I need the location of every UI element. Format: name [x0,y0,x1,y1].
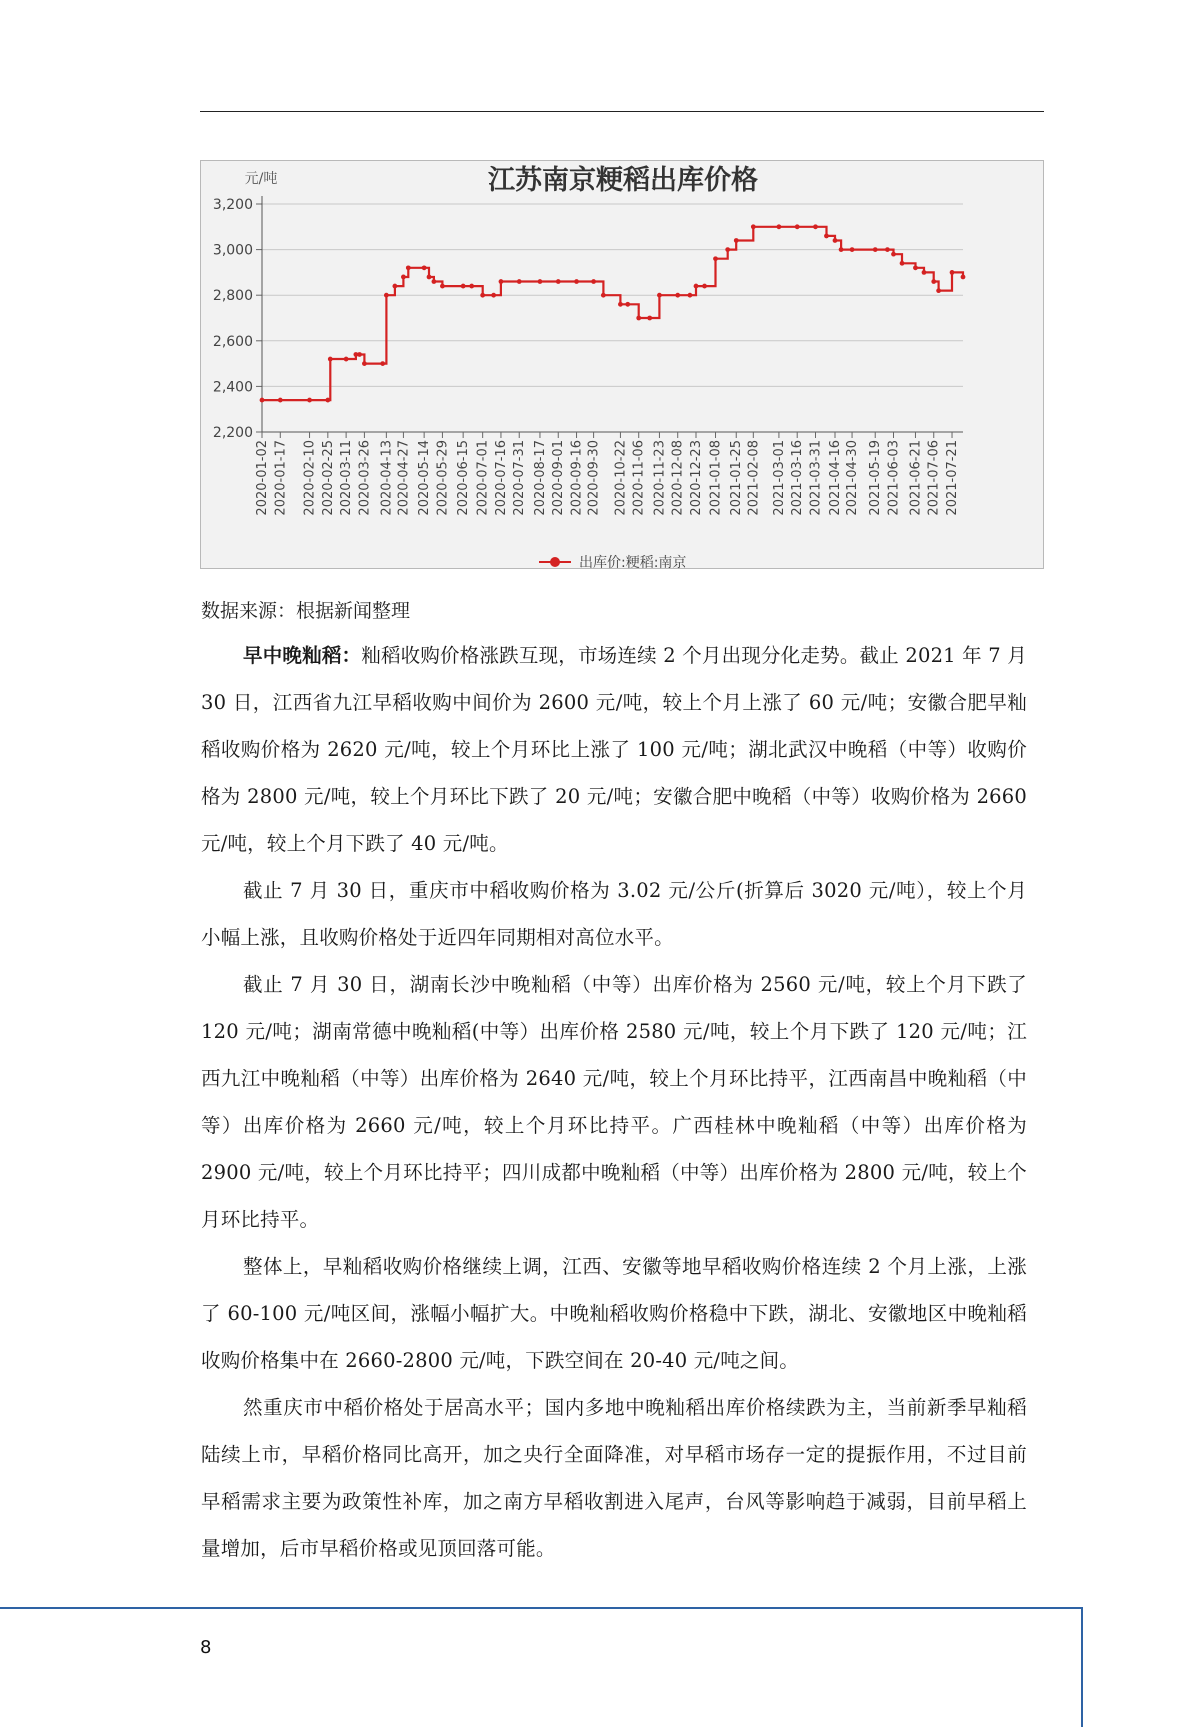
x-tick-label: 2020-10-22 [613,440,629,516]
paragraph-text: 截止 7 月 30 日，湖南长沙中晚籼稻（中等）出库价格为 2560 元/吨，较上个月下跌了 120 元/吨；湖南常德中晚籼稻(中等）出库价格 2580 元/吨，较上个月下跌了 120 元/吨；江西九江中晚籼稻（中等）出库价格为 2640 元/吨，较上个月环比持平，江西南昌中晚籼稻（中等）出库价格为 2660 元/吨，较上个月环比持平。广西桂林中晚籼稻（中等）出库价格为 2900 元/吨，较上个月环比持平；四川成都中晚籼稻（中等）出库价格为 2800 元/吨，较上个月环比持平。 [201,973,1027,1231]
data-point [384,293,389,298]
x-tick-label: 2021-06-03 [886,440,902,516]
data-point [922,270,927,275]
data-point [873,247,878,252]
x-tick-label: 2020-01-17 [273,440,289,516]
chart-title: 江苏南京粳稻出库价格 [488,165,758,196]
data-point [574,279,579,284]
data-point [675,293,680,298]
x-tick-label: 2020-11-06 [631,440,647,516]
paragraph-early-mid-late-rice [201,632,1027,867]
data-point [344,357,349,362]
x-tick-label: 2020-01-02 [255,440,270,516]
x-tick-label: 2020-11-23 [652,440,668,516]
data-point [777,224,782,229]
chart-axes [213,196,963,516]
data-point [657,293,662,298]
data-point [618,302,623,307]
x-tick-label: 2020-07-01 [475,440,491,516]
data-point [725,247,730,252]
data-point [431,279,436,284]
data-point [694,284,699,289]
series-path [262,227,963,400]
x-tick-label: 2021-01-08 [708,440,724,516]
x-tick-label: 2021-03-01 [771,440,787,516]
data-point [891,252,896,257]
data-point [950,270,955,275]
x-tick-label: 2020-07-31 [512,440,528,516]
x-tick-label: 2021-04-16 [827,440,843,516]
paragraph-text: 截止 7 月 30 日，重庆市中稻收购价格为 3.02 元/公斤(折算后 3020 元/吨），较上个月小幅上涨，且收购价格处于近四年同期相对高位水平。 [201,879,1027,949]
data-point [813,224,818,229]
x-tick-label: 2020-06-15 [456,440,472,516]
data-point [461,284,466,289]
data-point [850,247,855,252]
x-tick-label: 2021-07-06 [926,440,942,516]
data-point [422,265,427,270]
data-point [713,256,718,261]
data-point [961,275,966,280]
data-point [328,357,333,362]
paragraph-text: 整体上，早籼稻收购价格继续上调，江西、安徽等地早稻收购价格连续 2 个月上涨，上涨了 60-100 元/吨区间，涨幅小幅扩大。中晚籼稻收购价格稳中下跌，湖北、安徽地区中晚籼稻收购价格集中在 2660-2800 元/吨，下跌空间在 20-40 元/吨之间。 [201,1255,1027,1372]
x-tick-label: 2020-09-30 [586,440,602,516]
x-tick-label: 2020-05-14 [417,440,433,516]
x-tick-label: 2020-03-26 [357,440,373,516]
x-tick-label: 2020-09-01 [551,440,567,516]
legend-label: 出库价:粳稻:南京 [579,555,687,570]
x-tick-label: 2020-08-17 [532,440,548,516]
series-line [260,224,966,402]
paragraph-lead: 早中晚籼稻： [243,644,362,667]
y-tick-label: 2,200 [212,425,253,441]
paragraph-warehouse-prices [201,961,1027,1243]
legend-marker [550,557,560,567]
data-point [480,293,485,298]
data-point [625,302,630,307]
data-point [734,238,739,243]
y-tick-label: 3,000 [212,242,253,259]
data-point [601,293,606,298]
paragraph-text: 然重庆市中稻价格处于居高水平；国内多地中晚籼稻出库价格续跌为主，当前新季早籼稻陆续上市，早稻价格同比高开，加之央行全面降准，对早稻市场存一定的提振作用，不过目前早稻需求主要为政策性补库，加之南方早稻收割进入尾声，台风等影响趋于减弱，目前早稻上量增加，后市早稻价格或见顶回落可能。 [201,1396,1027,1560]
data-point [517,279,522,284]
page-number: 8 [200,1637,212,1658]
data-point [795,224,800,229]
data-point [647,316,652,321]
data-point [469,284,474,289]
data-point [936,288,941,293]
data-point [636,316,641,321]
data-point [427,275,432,280]
header-rule [200,111,1044,112]
x-tick-label: 2021-03-31 [808,440,824,516]
x-tick-label: 2020-12-23 [689,440,705,516]
paragraph-outlook [201,1384,1027,1572]
data-point [499,279,504,284]
x-tick-label: 2020-04-13 [379,440,395,516]
data-point [307,398,312,403]
x-tick-label: 2020-07-16 [493,440,509,516]
paragraph-chongqing [201,867,1027,961]
x-tick-label: 2020-04-27 [396,440,412,516]
y-tick-label: 2,600 [212,333,253,350]
x-tick-label: 2020-09-16 [569,440,585,516]
x-tick-label: 2020-02-10 [302,440,318,516]
data-point [401,275,406,280]
data-point [931,279,936,284]
data-point [833,238,838,243]
x-tick-label: 2021-07-21 [945,440,961,516]
data-point [824,234,829,239]
data-point [278,398,283,403]
data-point [362,361,367,366]
paragraph-text: 籼稻收购价格涨跌互现，市场连续 2 个月出现分化走势。截止 2021 年 7 月 30 日，江西省九江早稻收购中间价为 2600 元/吨，较上个月上涨了 60 元/吨；安徽合肥早籼稻收购价格为 2620 元/吨，较上个月环比上涨了 100 元/吨；湖北武汉中晚稻（中等）收购价格为 2800 元/吨，较上个月环比下跌了 20 元/吨；安徽合肥中晚稻（中等）收购价格为 2660 元/吨，较上个月下跌了 40 元/吨。 [201,644,1027,855]
data-point [440,284,445,289]
data-point [392,284,397,289]
y-tick-label: 3,200 [212,197,253,213]
paragraph-overall [201,1243,1027,1384]
data-point [380,361,385,366]
data-point [688,293,693,298]
x-tick-label: 2021-03-16 [790,440,806,516]
chart-svg [201,161,1045,570]
data-point [260,398,265,403]
data-point [913,265,918,270]
x-tick-label: 2021-01-25 [729,440,745,516]
data-point [491,293,496,298]
x-tick-label: 2021-05-19 [868,440,884,516]
x-tick-label: 2020-05-29 [435,440,451,516]
chart-legend [539,554,686,570]
footer-frame [0,1607,1083,1727]
x-tick-label: 2020-12-08 [670,440,686,516]
data-point [406,265,411,270]
y-tick-label: 2,800 [212,288,253,305]
report-body [201,632,1027,1572]
y-tick-label: 2,400 [212,379,253,396]
x-tick-label: 2020-03-11 [339,440,355,516]
x-tick-label: 2021-04-30 [845,440,861,516]
data-point [357,352,362,357]
data-source-note: 数据来源：根据新闻整理 [201,600,411,622]
data-point [900,261,905,266]
data-point [538,279,543,284]
data-point [751,224,756,229]
data-point [591,279,596,284]
y-unit-label: 元/吨 [244,171,278,187]
x-tick-label: 2020-02-25 [320,440,336,516]
data-point [556,279,561,284]
data-point [702,284,707,289]
x-tick-label: 2021-06-21 [908,440,924,516]
data-point [325,398,330,403]
x-tick-label: 2021-02-08 [746,440,762,516]
data-point [885,247,890,252]
price-chart [200,160,1044,569]
data-point [839,247,844,252]
